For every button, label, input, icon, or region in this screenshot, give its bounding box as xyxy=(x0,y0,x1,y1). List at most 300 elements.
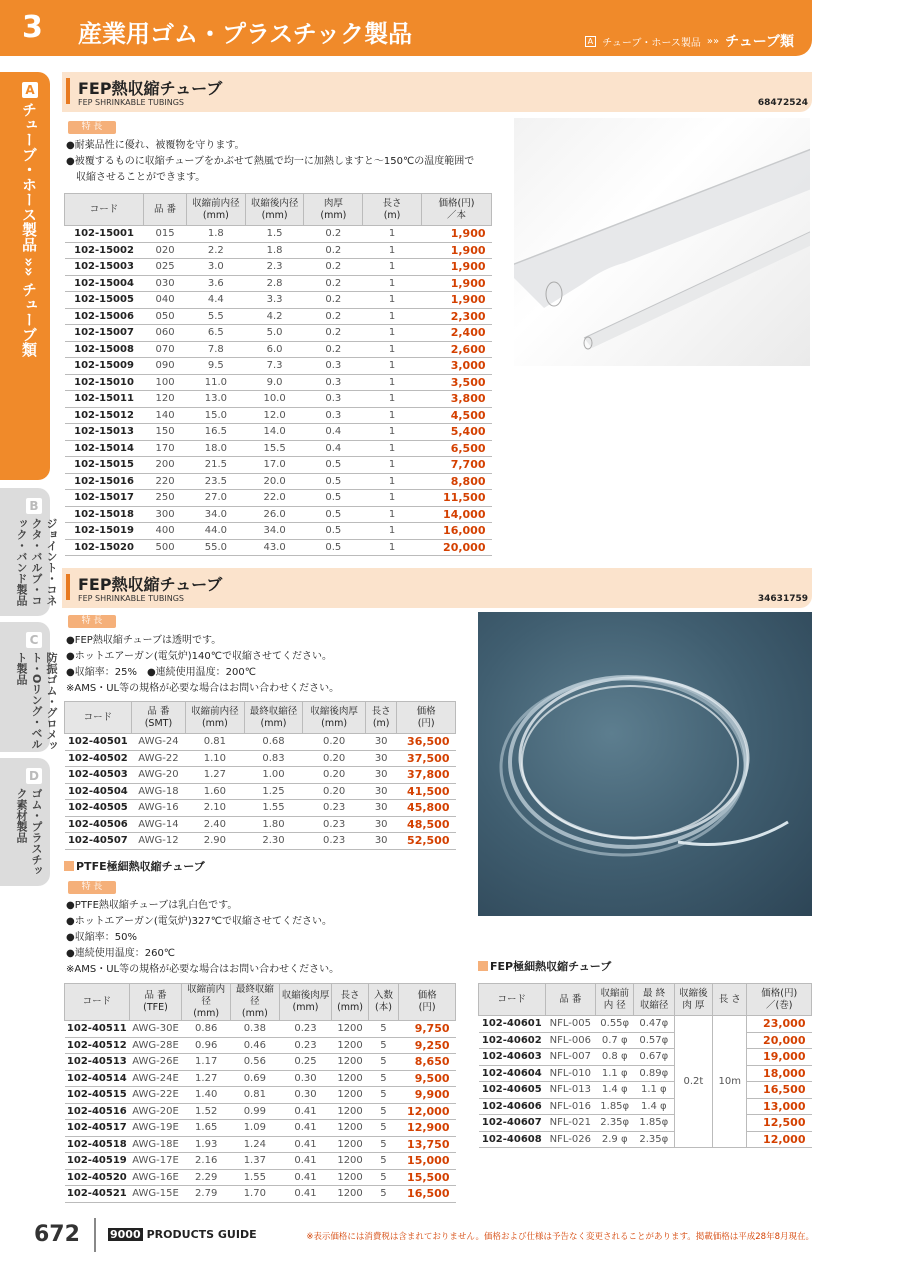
table-row xyxy=(65,440,492,457)
value-cell: 4.2 xyxy=(245,308,304,325)
tab-d[interactable] xyxy=(0,758,50,886)
code-cell: 102-15019 xyxy=(65,523,144,540)
value-cell: 2.3 xyxy=(245,259,304,276)
value-cell: 1 xyxy=(363,457,422,474)
price-cell: 8,650 xyxy=(399,1054,456,1071)
value-cell: 0.2 xyxy=(304,259,363,276)
value-cell: 5 xyxy=(368,1054,398,1071)
value-cell: 0.4 xyxy=(304,440,363,457)
value-cell: AWG-24 xyxy=(131,734,185,751)
price-cell: 8,800 xyxy=(421,473,491,490)
code-cell: 102-40517 xyxy=(65,1120,130,1137)
value-cell: 1200 xyxy=(332,1103,368,1120)
code-cell: 102-15017 xyxy=(65,490,144,507)
table-row xyxy=(65,308,492,325)
desc-line: 収縮させることができます。 xyxy=(66,172,206,183)
chapter-number: 3 xyxy=(22,10,43,45)
table-row xyxy=(65,1169,456,1186)
value-cell: 0.23 xyxy=(279,1021,332,1038)
price-cell: 1,900 xyxy=(421,292,491,309)
tab-letter: A xyxy=(22,82,38,98)
value-cell: 0.20 xyxy=(303,734,366,751)
page-header xyxy=(0,0,812,56)
value-cell: 0.7 φ xyxy=(596,1032,634,1049)
price-cell: 52,500 xyxy=(397,833,456,850)
value-cell: 1 xyxy=(363,424,422,441)
value-cell: 0.55φ xyxy=(596,1016,634,1033)
footer-note: ※表示価格には消費税は含まれておりません。価格および仕様は予告なく変更されることがあります。掲載価格は平成28年8月現在。 xyxy=(306,1232,814,1242)
value-cell: 12.0 xyxy=(245,407,304,424)
coil-photo-icon xyxy=(478,612,812,916)
price-cell: 1,900 xyxy=(421,242,491,259)
price-cell: 18,000 xyxy=(747,1065,812,1082)
column-header: 最 終 収縮径 xyxy=(634,984,674,1016)
value-cell: 5 xyxy=(368,1153,398,1170)
length-cell: 10m xyxy=(713,1016,747,1148)
code-cell: 102-40601 xyxy=(479,1016,546,1033)
description xyxy=(66,898,339,978)
value-cell: NFL-006 xyxy=(545,1032,595,1049)
value-cell: NFL-013 xyxy=(545,1082,595,1099)
value-cell: 3.0 xyxy=(186,259,245,276)
value-cell: 1 xyxy=(363,391,422,408)
value-cell: 3.6 xyxy=(186,275,245,292)
feature-label: 特 長 xyxy=(68,881,116,894)
code-cell: 102-40515 xyxy=(65,1087,130,1104)
value-cell: AWG-26E xyxy=(129,1054,182,1071)
value-cell: 1.27 xyxy=(186,767,245,784)
price-cell: 20,000 xyxy=(747,1032,812,1049)
value-cell: 2.40 xyxy=(186,816,245,833)
value-cell: 0.86 xyxy=(182,1021,231,1038)
value-cell: 220 xyxy=(144,473,187,490)
value-cell: 2.79 xyxy=(182,1186,231,1203)
value-cell: 0.23 xyxy=(303,800,366,817)
value-cell: 0.2 xyxy=(304,325,363,342)
value-cell: AWG-22 xyxy=(131,750,185,767)
code-cell: 102-40503 xyxy=(65,767,132,784)
code-cell: 102-40518 xyxy=(65,1136,130,1153)
value-cell: 0.57φ xyxy=(634,1032,674,1049)
value-cell: 1 xyxy=(363,490,422,507)
table-row xyxy=(65,767,456,784)
header-row xyxy=(65,194,492,226)
breadcrumb xyxy=(585,31,794,51)
table-row xyxy=(65,275,492,292)
desc-line: ●収縮率：25% ●連続使用温度：200℃ xyxy=(66,667,256,678)
table-row xyxy=(65,734,456,751)
value-cell: 0.41 xyxy=(279,1103,332,1120)
table-row xyxy=(65,816,456,833)
desc-line: ●ホットエアーガン(電気炉)327℃で収縮させてください。 xyxy=(66,916,332,927)
price-cell: 16,500 xyxy=(747,1082,812,1099)
value-cell: AWG-14 xyxy=(131,816,185,833)
subsection-title-text: PTFE極細熱収縮チューブ xyxy=(76,860,205,873)
value-cell: 26.0 xyxy=(245,506,304,523)
value-cell: 30 xyxy=(366,833,397,850)
table-row xyxy=(65,457,492,474)
value-cell: 1.1 φ xyxy=(634,1082,674,1099)
desc-line: ※AMS・UL等の規格が必要な場合はお問い合わせください。 xyxy=(66,964,340,975)
table-row xyxy=(65,750,456,767)
price-cell: 15,000 xyxy=(399,1153,456,1170)
value-cell: AWG-12 xyxy=(131,833,185,850)
price-cell: 48,500 xyxy=(397,816,456,833)
value-cell: 22.0 xyxy=(245,490,304,507)
value-cell: 0.20 xyxy=(303,767,366,784)
price-cell: 12,000 xyxy=(747,1131,812,1148)
value-cell: 0.30 xyxy=(279,1070,332,1087)
table-row xyxy=(65,292,492,309)
value-cell: 27.0 xyxy=(186,490,245,507)
value-cell: 1.37 xyxy=(231,1153,280,1170)
value-cell: 120 xyxy=(144,391,187,408)
price-cell: 5,400 xyxy=(421,424,491,441)
value-cell: 015 xyxy=(144,226,187,243)
value-cell: 050 xyxy=(144,308,187,325)
value-cell: 7.8 xyxy=(186,341,245,358)
value-cell: 0.99 xyxy=(231,1103,280,1120)
table-row xyxy=(479,1032,812,1049)
guide-label xyxy=(108,1228,257,1241)
guide-number: 9000 xyxy=(110,1228,141,1241)
table-row xyxy=(65,539,492,556)
value-cell: 0.8 φ xyxy=(596,1049,634,1066)
value-cell: 0.3 xyxy=(304,358,363,375)
table-row xyxy=(65,783,456,800)
value-cell: 44.0 xyxy=(186,523,245,540)
value-cell: 30 xyxy=(366,783,397,800)
column-header: コード xyxy=(65,984,130,1021)
value-cell: 1.00 xyxy=(244,767,303,784)
value-cell: 1.4 φ xyxy=(596,1082,634,1099)
value-cell: 0.89φ xyxy=(634,1065,674,1082)
price-cell: 20,000 xyxy=(421,539,491,556)
price-cell: 1,900 xyxy=(421,275,491,292)
value-cell: 11.0 xyxy=(186,374,245,391)
code-cell: 102-40513 xyxy=(65,1054,130,1071)
value-cell: 34.0 xyxy=(186,506,245,523)
value-cell: 0.23 xyxy=(303,816,366,833)
value-cell: 060 xyxy=(144,325,187,342)
value-cell: 200 xyxy=(144,457,187,474)
price-cell: 14,000 xyxy=(421,506,491,523)
value-cell: 0.2 xyxy=(304,226,363,243)
value-cell: 0.3 xyxy=(304,374,363,391)
value-cell: 100 xyxy=(144,374,187,391)
column-header: 肉厚 (mm) xyxy=(304,194,363,226)
column-header: 収縮前内径 (mm) xyxy=(186,702,245,734)
column-header: 品 番 xyxy=(545,984,595,1016)
tab-label: 防振ゴム・グロメット・Oリング・ベルト製品 xyxy=(15,652,58,751)
table-row xyxy=(65,325,492,342)
table-row xyxy=(65,391,492,408)
value-cell: 6.5 xyxy=(186,325,245,342)
column-header: 長さ (m) xyxy=(366,702,397,734)
value-cell: 0.83 xyxy=(244,750,303,767)
column-header: コード xyxy=(65,194,144,226)
value-cell: NFL-010 xyxy=(545,1065,595,1082)
value-cell: 5 xyxy=(368,1103,398,1120)
product-photo xyxy=(514,118,810,366)
value-cell: 1200 xyxy=(332,1136,368,1153)
table-row xyxy=(65,358,492,375)
tab-c[interactable] xyxy=(0,622,58,752)
tab-label: ゴム・プラスチック素材製品 xyxy=(15,788,43,876)
code-cell: 102-40512 xyxy=(65,1037,130,1054)
price-cell: 19,000 xyxy=(747,1049,812,1066)
thickness-cell: 0.2t xyxy=(674,1016,712,1148)
value-cell: AWG-30E xyxy=(129,1021,182,1038)
price-cell: 2,400 xyxy=(421,325,491,342)
table-row xyxy=(65,1103,456,1120)
section-bar xyxy=(66,78,70,104)
tab-b[interactable] xyxy=(0,488,58,616)
column-header: 長 さ xyxy=(713,984,747,1016)
value-cell: 2.90 xyxy=(186,833,245,850)
value-cell: 0.5 xyxy=(304,457,363,474)
spec-table xyxy=(64,983,456,1203)
code-cell: 102-40521 xyxy=(65,1186,130,1203)
value-cell: 1 xyxy=(363,539,422,556)
value-cell: 0.96 xyxy=(182,1037,231,1054)
code-cell: 102-15011 xyxy=(65,391,144,408)
code-cell: 102-40606 xyxy=(479,1098,546,1115)
column-header: 収縮前内径 (mm) xyxy=(186,194,245,226)
price-cell: 12,000 xyxy=(399,1103,456,1120)
crumb-current: チューブ類 xyxy=(725,34,794,50)
value-cell: 1.09 xyxy=(231,1120,280,1137)
value-cell: 1 xyxy=(363,358,422,375)
code-cell: 102-40514 xyxy=(65,1070,130,1087)
table-row xyxy=(65,1136,456,1153)
column-header: 収縮前内径 (mm) xyxy=(182,984,231,1021)
table-row xyxy=(65,242,492,259)
value-cell: 5 xyxy=(368,1087,398,1104)
section-bar xyxy=(66,574,70,600)
value-cell: 170 xyxy=(144,440,187,457)
value-cell: 30 xyxy=(366,734,397,751)
column-header: 品 番 xyxy=(144,194,187,226)
value-cell: 150 xyxy=(144,424,187,441)
column-header: 価格 (円) xyxy=(397,702,456,734)
product-photo xyxy=(478,612,812,916)
table-row xyxy=(65,374,492,391)
value-cell: 20.0 xyxy=(245,473,304,490)
code-cell: 102-40605 xyxy=(479,1082,546,1099)
value-cell: AWG-24E xyxy=(129,1070,182,1087)
crumb-category[interactable]: チューブ・ホース製品 xyxy=(602,37,701,49)
spec-table xyxy=(64,701,456,850)
tab-a[interactable] xyxy=(0,72,50,480)
value-cell: 1.25 xyxy=(244,783,303,800)
tab-label: ジョイント・コネクタ・バルブ・コック・バンド製品 xyxy=(15,518,58,606)
column-header: 収縮後肉厚 (mm) xyxy=(303,702,366,734)
table-row xyxy=(479,1065,812,1082)
value-cell: 1200 xyxy=(332,1120,368,1137)
value-cell: 0.47φ xyxy=(634,1016,674,1033)
value-cell: 1200 xyxy=(332,1021,368,1038)
desc-line: ●被覆するものに収縮チューブをかぶせて熱風で均一に加熱しますと～150℃の温度範囲で xyxy=(66,156,475,167)
code-cell: 102-15004 xyxy=(65,275,144,292)
value-cell: 7.3 xyxy=(245,358,304,375)
price-cell: 4,500 xyxy=(421,407,491,424)
value-cell: 5 xyxy=(368,1136,398,1153)
table-row xyxy=(65,424,492,441)
table-row xyxy=(65,800,456,817)
code-cell: 102-40511 xyxy=(65,1021,130,1038)
table-row xyxy=(65,1153,456,1170)
value-cell: AWG-16 xyxy=(131,800,185,817)
price-cell: 15,500 xyxy=(399,1169,456,1186)
column-header: 長さ (m) xyxy=(363,194,422,226)
value-cell: 0.68 xyxy=(244,734,303,751)
table-row xyxy=(65,1037,456,1054)
table-row xyxy=(65,1054,456,1071)
column-header: 最終収縮径 (mm) xyxy=(231,984,280,1021)
code-cell: 102-40501 xyxy=(65,734,132,751)
value-cell: 5.5 xyxy=(186,308,245,325)
code-cell: 102-40519 xyxy=(65,1153,130,1170)
value-cell: 5 xyxy=(368,1070,398,1087)
value-cell: 1200 xyxy=(332,1186,368,1203)
value-cell: 5 xyxy=(368,1169,398,1186)
value-cell: 0.41 xyxy=(279,1153,332,1170)
value-cell: AWG-20 xyxy=(131,767,185,784)
value-cell: 070 xyxy=(144,341,187,358)
value-cell: 1.60 xyxy=(186,783,245,800)
code-cell: 102-40520 xyxy=(65,1169,130,1186)
code-cell: 102-15007 xyxy=(65,325,144,342)
value-cell: 0.30 xyxy=(279,1087,332,1104)
value-cell: 2.35φ xyxy=(596,1115,634,1132)
section-subtitle: FEP SHRINKABLE TUBINGS xyxy=(78,98,184,107)
value-cell: 1.65 xyxy=(182,1120,231,1137)
value-cell: AWG-15E xyxy=(129,1186,182,1203)
value-cell: 13.0 xyxy=(186,391,245,408)
value-cell: 0.25 xyxy=(279,1054,332,1071)
value-cell: 1.1 φ xyxy=(596,1065,634,1082)
value-cell: AWG-18E xyxy=(129,1136,182,1153)
table-row xyxy=(65,833,456,850)
value-cell: 1 xyxy=(363,341,422,358)
table-row xyxy=(65,1070,456,1087)
price-cell: 11,500 xyxy=(421,490,491,507)
column-header: 最終収縮径 (mm) xyxy=(244,702,303,734)
desc-line: ※AMS・UL等の規格が必要な場合はお問い合わせください。 xyxy=(66,683,340,694)
section-header xyxy=(62,568,812,608)
chapter-title: 産業用ゴム・プラスチック製品 xyxy=(78,20,413,48)
column-header: 価格(円) ／(巻) xyxy=(747,984,812,1016)
table-row xyxy=(65,1186,456,1203)
value-cell: 1 xyxy=(363,226,422,243)
desc-line: ●FEP熱収縮チューブは透明です。 xyxy=(66,635,222,646)
value-cell: 0.41 xyxy=(279,1186,332,1203)
code-cell: 102-15016 xyxy=(65,473,144,490)
price-cell: 9,750 xyxy=(399,1021,456,1038)
code-cell: 102-15006 xyxy=(65,308,144,325)
tab-letter: C xyxy=(26,632,42,648)
value-cell: 1 xyxy=(363,259,422,276)
column-header: 長さ (mm) xyxy=(332,984,368,1021)
code-cell: 102-40607 xyxy=(479,1115,546,1132)
value-cell: 1200 xyxy=(332,1153,368,1170)
value-cell: 0.56 xyxy=(231,1054,280,1071)
description xyxy=(66,633,339,697)
price-cell: 13,000 xyxy=(747,1098,812,1115)
price-cell: 3,000 xyxy=(421,358,491,375)
price-cell: 41,500 xyxy=(397,783,456,800)
value-cell: 040 xyxy=(144,292,187,309)
desc-line: ●連続使用温度：260℃ xyxy=(66,948,176,959)
value-cell: 1.40 xyxy=(182,1087,231,1104)
value-cell: 15.5 xyxy=(245,440,304,457)
value-cell: 1.5 xyxy=(245,226,304,243)
value-cell: 1200 xyxy=(332,1169,368,1186)
tab-label: チューブ・ホース製品 »» チューブ類 xyxy=(20,102,38,357)
value-cell: 0.4 xyxy=(304,424,363,441)
table-row xyxy=(479,1131,812,1148)
code-cell: 102-15001 xyxy=(65,226,144,243)
value-cell: 1.55 xyxy=(244,800,303,817)
value-cell: NFL-016 xyxy=(545,1098,595,1115)
catalog-number: 68472524 xyxy=(757,98,808,108)
value-cell: 3.3 xyxy=(245,292,304,309)
value-cell: 18.0 xyxy=(186,440,245,457)
price-cell: 23,000 xyxy=(747,1016,812,1033)
header-row xyxy=(65,984,456,1021)
feature-label: 特 長 xyxy=(68,121,116,134)
value-cell: 1.8 xyxy=(245,242,304,259)
header-row xyxy=(479,984,812,1016)
table-row xyxy=(65,473,492,490)
value-cell: 1.93 xyxy=(182,1136,231,1153)
price-cell: 16,000 xyxy=(421,523,491,540)
value-cell: 5 xyxy=(368,1120,398,1137)
value-cell: AWG-20E xyxy=(129,1103,182,1120)
value-cell: 30 xyxy=(366,750,397,767)
value-cell: AWG-18 xyxy=(131,783,185,800)
code-cell: 102-40507 xyxy=(65,833,132,850)
value-cell: 0.41 xyxy=(279,1136,332,1153)
code-cell: 102-40516 xyxy=(65,1103,130,1120)
value-cell: 5 xyxy=(368,1037,398,1054)
value-cell: 2.9 φ xyxy=(596,1131,634,1148)
price-cell: 37,500 xyxy=(397,750,456,767)
value-cell: 1 xyxy=(363,292,422,309)
value-cell: 23.5 xyxy=(186,473,245,490)
value-cell: 0.46 xyxy=(231,1037,280,1054)
value-cell: 2.10 xyxy=(186,800,245,817)
code-cell: 102-40603 xyxy=(479,1049,546,1066)
price-cell: 37,800 xyxy=(397,767,456,784)
price-cell: 7,700 xyxy=(421,457,491,474)
column-header: 価格 (円) xyxy=(399,984,456,1021)
value-cell: 1.70 xyxy=(231,1186,280,1203)
spec-table xyxy=(478,983,812,1148)
value-cell: 1 xyxy=(363,325,422,342)
price-cell: 3,800 xyxy=(421,391,491,408)
column-header: 収縮後肉厚 (mm) xyxy=(279,984,332,1021)
value-cell: 1 xyxy=(363,506,422,523)
crumb-box: A xyxy=(585,36,596,47)
value-cell: 0.2 xyxy=(304,292,363,309)
value-cell: 2.16 xyxy=(182,1153,231,1170)
table-row xyxy=(65,490,492,507)
tube-photo-icon xyxy=(514,118,810,366)
desc-line: ●PTFE熱収縮チューブは乳白色です。 xyxy=(66,900,238,911)
table-row xyxy=(479,1016,812,1033)
